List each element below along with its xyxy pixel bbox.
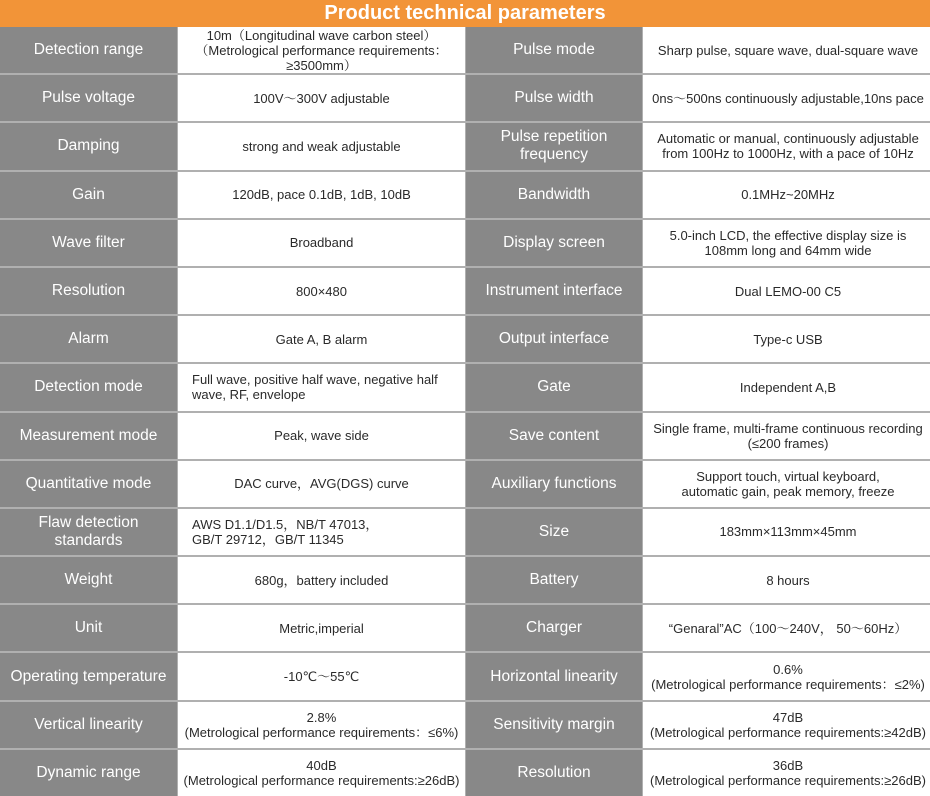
param-label: Output interface xyxy=(466,316,642,362)
param-label: Bandwidth xyxy=(466,172,642,218)
param-label: Battery xyxy=(466,557,642,603)
param-label: Gain xyxy=(0,172,177,218)
param-value: Sharp pulse, square wave, dual-square wave xyxy=(643,27,930,73)
param-label: Horizontal linearity xyxy=(466,653,642,699)
param-value: Peak, wave side xyxy=(178,413,465,459)
param-value: Dual LEMO-00 C5 xyxy=(643,268,930,314)
param-value: 183mm×113mm×45mm xyxy=(643,509,930,555)
param-value: Type-c USB xyxy=(643,316,930,362)
param-label: Vertical linearity xyxy=(0,702,177,748)
param-value: Single frame, multi-frame continuous recording (≤200 frames) xyxy=(643,413,930,459)
param-value: 8 hours xyxy=(643,557,930,603)
param-value: 2.8% (Metrological performance requirements：≤6%) xyxy=(178,702,465,748)
param-value: 100V～300V adjustable xyxy=(178,75,465,121)
param-label: Alarm xyxy=(0,316,177,362)
param-value: 47dB (Metrological performance requirements:≥42dB) xyxy=(643,702,930,748)
param-label: Quantitative mode xyxy=(0,461,177,507)
param-label: Gate xyxy=(466,364,642,410)
parameters-table xyxy=(0,27,930,796)
param-value: DAC curve，AVG(DGS) curve xyxy=(178,461,465,507)
param-label: Pulse width xyxy=(466,75,642,121)
param-label: Operating temperature xyxy=(0,653,177,699)
param-label: Pulse voltage xyxy=(0,75,177,121)
param-label: Resolution xyxy=(466,750,642,796)
param-value: 36dB (Metrological performance requirements:≥26dB) xyxy=(643,750,930,796)
page-title: Product technical parameters xyxy=(0,0,930,27)
param-value: -10℃～55℃ xyxy=(178,653,465,699)
param-value: strong and weak adjustable xyxy=(178,123,465,169)
param-label: Measurement mode xyxy=(0,413,177,459)
param-label: Size xyxy=(466,509,642,555)
param-value: 5.0-inch LCD, the effective display size is 108mm long and 64mm wide xyxy=(643,220,930,266)
param-label: Save content xyxy=(466,413,642,459)
param-value: 0ns～500ns continuously adjustable,10ns pace xyxy=(643,75,930,121)
param-label: Unit xyxy=(0,605,177,651)
param-label: Detection range xyxy=(0,27,177,73)
param-label: Instrument interface xyxy=(466,268,642,314)
param-value: 0.6% (Metrological performance requirements：≤2%) xyxy=(643,653,930,699)
param-value: Automatic or manual, continuously adjustable from 100Hz to 1000Hz, with a pace of 10Hz xyxy=(643,123,930,169)
param-label: Damping xyxy=(0,123,177,169)
param-value: AWS D1.1/D1.5，NB/T 47013， GB/T 29712，GB/T 11345 xyxy=(178,509,465,555)
param-value: Support touch, virtual keyboard, automatic gain, peak memory, freeze xyxy=(643,461,930,507)
param-label: Pulse mode xyxy=(466,27,642,73)
param-label: Detection mode xyxy=(0,364,177,410)
param-value: 800×480 xyxy=(178,268,465,314)
param-value: Gate A, B alarm xyxy=(178,316,465,362)
param-label: Pulse repetition frequency xyxy=(466,123,642,169)
param-label: Sensitivity margin xyxy=(466,702,642,748)
param-value: Full wave, positive half wave, negative half wave, RF, envelope xyxy=(178,364,465,410)
param-label: Wave filter xyxy=(0,220,177,266)
param-label: Weight xyxy=(0,557,177,603)
param-value: 40dB (Metrological performance requirements:≥26dB) xyxy=(178,750,465,796)
param-label: Flaw detection standards xyxy=(0,509,177,555)
param-label: Display screen xyxy=(466,220,642,266)
param-label: Auxiliary functions xyxy=(466,461,642,507)
param-value: Independent A,B xyxy=(643,364,930,410)
param-label: Dynamic range xyxy=(0,750,177,796)
param-value: 10m（Longitudinal wave carbon steel） （Metrological performance requirements： ≥3500mm） xyxy=(178,27,465,73)
param-label: Charger xyxy=(466,605,642,651)
param-label: Resolution xyxy=(0,268,177,314)
param-value: “Genaral”AC（100～240V， 50～60Hz） xyxy=(643,605,930,651)
param-value: 120dB, pace 0.1dB, 1dB, 10dB xyxy=(178,172,465,218)
param-value: Metric,imperial xyxy=(178,605,465,651)
param-value: 680g，battery included xyxy=(178,557,465,603)
param-value: 0.1MHz~20MHz xyxy=(643,172,930,218)
param-value: Broadband xyxy=(178,220,465,266)
